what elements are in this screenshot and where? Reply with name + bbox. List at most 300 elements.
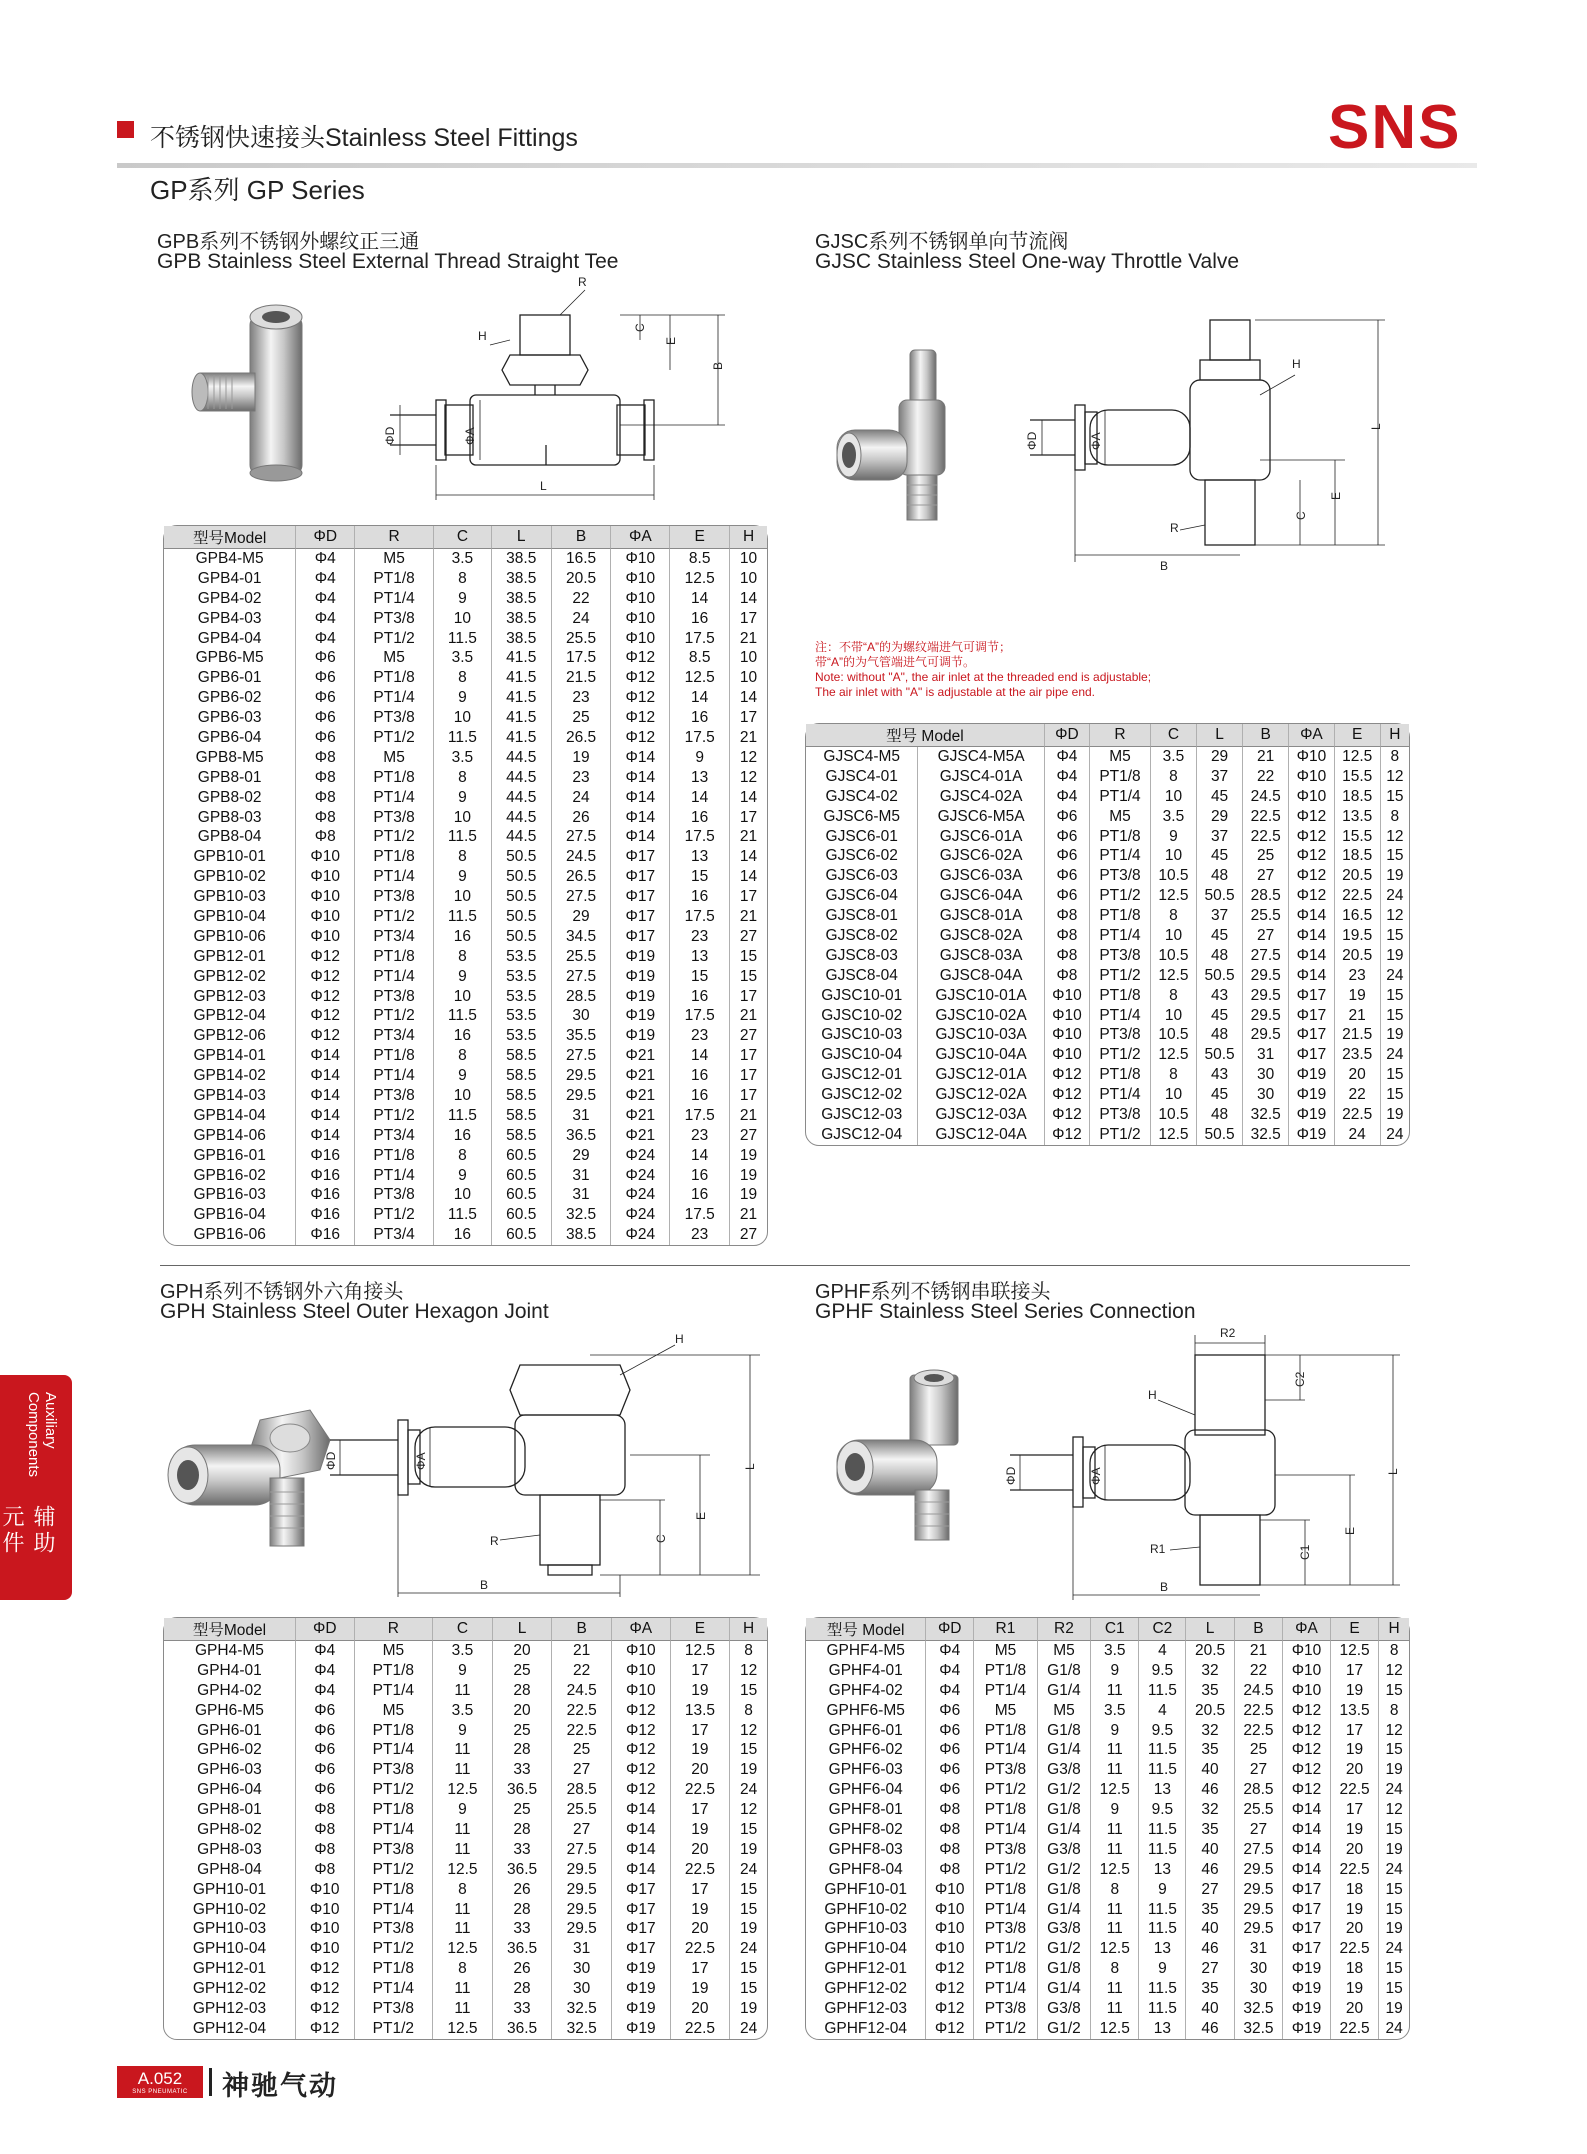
- table-cell: 38.5: [491, 609, 551, 629]
- dim-b: B: [711, 361, 725, 370]
- table-cell: GPB14-02: [193, 1067, 266, 1085]
- dim-a: ΦA: [463, 427, 477, 445]
- table-cell: 8: [729, 1641, 767, 1661]
- table-cell: PT1/4: [973, 1740, 1037, 1760]
- table-cell: Φ12: [611, 1780, 670, 1800]
- table-cell: 8.5: [669, 648, 729, 668]
- table-cell: 41.5: [491, 688, 551, 708]
- table-cell: 9: [432, 1800, 492, 1820]
- table-cell: 19: [1380, 866, 1409, 886]
- table-cell: Φ10: [610, 629, 669, 649]
- table-cell: Φ12: [925, 1979, 973, 1999]
- table-cell: GJSC12-02A: [917, 1085, 1043, 1105]
- table-row: [164, 549, 767, 569]
- table-cell: Φ10: [925, 1919, 973, 1939]
- table-row: [164, 867, 767, 887]
- table-cell: 17: [729, 987, 767, 1007]
- table-cell: 22: [1234, 1661, 1282, 1681]
- table-cell: 11.5: [433, 728, 491, 748]
- table-cell: 11.5: [1138, 1900, 1185, 1920]
- table-cell: 8: [433, 1046, 491, 1066]
- table-cell: Φ4: [925, 1641, 973, 1661]
- table-cell: 9: [1138, 1880, 1185, 1900]
- gjsc-dim-r: R: [1170, 521, 1179, 535]
- table-row: [806, 966, 1409, 986]
- table-cell: 12: [1380, 906, 1409, 926]
- table-cell: 19: [670, 1820, 730, 1840]
- table-cell: PT1/4: [1089, 846, 1150, 866]
- table-row: [164, 1641, 767, 1661]
- table-cell: Φ17: [1288, 986, 1333, 1006]
- column-header: ΦD: [295, 1618, 354, 1641]
- table-row: [806, 1641, 1409, 1661]
- table-cell: M5: [354, 549, 433, 569]
- table-cell: GPB8-M5: [195, 748, 264, 766]
- table-cell: Φ12: [925, 1999, 973, 2019]
- table-cell: 14: [729, 688, 767, 708]
- table-cell: 25: [551, 708, 611, 728]
- table-cell: 30: [1242, 1065, 1288, 1085]
- table-cell: 33: [492, 1919, 552, 1939]
- table-cell: 15: [729, 1681, 767, 1701]
- brand-logo: SNS: [1328, 93, 1462, 162]
- table-cell: Φ12: [1282, 1780, 1330, 1800]
- table-row: [164, 629, 767, 649]
- table-cell: Φ4: [1044, 787, 1089, 807]
- table-cell: 9: [433, 688, 491, 708]
- table-cell: 20.5: [1185, 1701, 1233, 1721]
- table-cell: PT1/8: [1089, 767, 1150, 787]
- table-cell: Φ24: [610, 1205, 669, 1225]
- table-cell: 11.5: [433, 1106, 491, 1126]
- table-cell: 14: [669, 1046, 729, 1066]
- table-cell: Φ12: [1282, 1701, 1330, 1721]
- column-header: H: [1378, 1618, 1409, 1641]
- table-cell: Φ6: [295, 668, 354, 688]
- table-cell: 19: [551, 748, 611, 768]
- table-cell: 25: [551, 1740, 611, 1760]
- table-cell: 19: [729, 1919, 767, 1939]
- dim-h: H: [478, 329, 487, 343]
- table-cell: Φ8: [925, 1800, 973, 1820]
- table-cell: M5: [354, 748, 433, 768]
- table-cell: PT1/2: [354, 1780, 433, 1800]
- table-cell: PT3/4: [354, 1225, 433, 1245]
- table-row: [806, 2019, 1409, 2039]
- table-cell: Φ10: [295, 1919, 354, 1939]
- table-cell: PT1/4: [354, 867, 433, 887]
- column-header: L: [1185, 1618, 1233, 1641]
- table-cell: 26.5: [551, 867, 611, 887]
- table-cell: 12: [729, 1661, 767, 1681]
- table-cell: 20.5: [551, 569, 611, 589]
- table-cell: Φ14: [1288, 926, 1333, 946]
- table-cell: Φ12: [1282, 1740, 1330, 1760]
- table-cell: PT1/8: [1089, 906, 1150, 926]
- table-cell: 21: [1234, 1641, 1282, 1661]
- gpb-dimension-drawing: [370, 270, 730, 510]
- table-cell: PT1/2: [354, 827, 433, 847]
- table-cell: G1/2: [1037, 1939, 1090, 1959]
- table-cell: Φ14: [1282, 1860, 1330, 1880]
- gph-dim-e: E: [694, 1511, 708, 1520]
- table-cell: Φ6: [925, 1760, 973, 1780]
- table-cell: 60.5: [491, 1225, 551, 1245]
- table-row: [806, 1125, 1409, 1145]
- table-cell: Φ12: [295, 1979, 354, 1999]
- table-cell: 12: [729, 1721, 767, 1741]
- side-label-cn: 辅助元件: [0, 1504, 56, 1557]
- table-cell: 27.5: [1234, 1840, 1282, 1860]
- table-cell: PT1/2: [354, 1106, 433, 1126]
- table-cell: 22: [551, 1661, 611, 1681]
- table-row: [806, 1045, 1409, 1065]
- table-row: [806, 1999, 1409, 2019]
- table-cell: Φ12: [295, 1959, 354, 1979]
- table-cell: PT1/2: [973, 1939, 1037, 1959]
- table-cell: PT3/8: [354, 609, 433, 629]
- table-cell: 24: [1380, 1045, 1409, 1065]
- table-cell: PT1/8: [354, 1721, 433, 1741]
- table-cell: PT3/8: [1089, 946, 1150, 966]
- table-cell: 26: [492, 1959, 552, 1979]
- column-header: E: [669, 526, 729, 549]
- table-cell: 22.5: [1330, 1860, 1378, 1880]
- table-row: [806, 807, 1409, 827]
- table-cell: Φ12: [295, 987, 354, 1007]
- table-cell: 15.5: [1334, 767, 1380, 787]
- table-cell: 21: [729, 1106, 767, 1126]
- table-cell: GPB14-03: [193, 1086, 266, 1104]
- table-cell: GPB8-03: [197, 808, 262, 826]
- table-cell: 9: [433, 867, 491, 887]
- table-cell: 13: [669, 847, 729, 867]
- table-row: [164, 668, 767, 688]
- table-cell: 32: [1185, 1721, 1233, 1741]
- table-row: [164, 1900, 767, 1920]
- table-row: [806, 986, 1409, 1006]
- table-cell: Φ17: [1288, 1045, 1333, 1065]
- table-cell: Φ14: [610, 827, 669, 847]
- gphf-dim-l: L: [1386, 1468, 1400, 1475]
- table-cell: 15: [1378, 1820, 1409, 1840]
- table-row: [164, 1840, 767, 1860]
- table-cell: PT3/4: [354, 927, 433, 947]
- column-header: ΦA: [1282, 1618, 1330, 1641]
- table-cell: GPB10-02: [193, 868, 266, 886]
- table-cell: 32.5: [551, 1205, 611, 1225]
- table-cell: GJSC4-M5A: [917, 747, 1043, 767]
- gjsc-spec-table: [805, 723, 1410, 1146]
- table-cell: 15: [729, 947, 767, 967]
- table-cell: 32.5: [1242, 1105, 1288, 1125]
- table-cell: GPHF12-01: [824, 1960, 908, 1978]
- table-cell: M5: [354, 648, 433, 668]
- table-cell: Φ4: [295, 549, 354, 569]
- table-cell: 29.5: [1234, 1900, 1282, 1920]
- table-cell: 13: [1138, 1860, 1185, 1880]
- table-cell: 15: [729, 1900, 767, 1920]
- table-cell: 8: [1378, 1701, 1409, 1721]
- table-cell: 28.5: [551, 987, 611, 1007]
- table-cell: 58.5: [491, 1046, 551, 1066]
- table-cell: Φ19: [611, 1979, 670, 1999]
- table-cell: 13: [669, 947, 729, 967]
- table-header-row: [806, 724, 1409, 747]
- table-cell: 11: [1090, 1740, 1138, 1760]
- table-cell: 60.5: [491, 1146, 551, 1166]
- table-row: [806, 1661, 1409, 1681]
- table-cell: 50.5: [491, 887, 551, 907]
- table-row: [806, 926, 1409, 946]
- table-cell: 16: [433, 1225, 491, 1245]
- table-cell: 19: [729, 1146, 767, 1166]
- table-cell: 50.5: [1196, 1125, 1242, 1145]
- table-row: [164, 1661, 767, 1681]
- table-cell: Φ6: [925, 1780, 973, 1800]
- table-row: [164, 569, 767, 589]
- table-row: [164, 907, 767, 927]
- gph-product-image: [160, 1400, 330, 1550]
- table-cell: Φ10: [295, 927, 354, 947]
- table-cell: 22.5: [1234, 1701, 1282, 1721]
- table-cell: Φ6: [295, 1760, 354, 1780]
- table-cell: Φ17: [610, 847, 669, 867]
- table-cell: Φ4: [295, 629, 354, 649]
- table-cell: 24: [551, 609, 611, 629]
- table-cell: 22.5: [670, 2019, 730, 2039]
- table-cell: GJSC12-04: [821, 1125, 903, 1143]
- table-cell: 11: [432, 1900, 492, 1920]
- table-row: [164, 1205, 767, 1225]
- table-cell: 10: [433, 609, 491, 629]
- table-cell: Φ6: [1044, 827, 1089, 847]
- table-cell: PT1/4: [354, 788, 433, 808]
- table-cell: Φ4: [295, 609, 354, 629]
- table-cell: PT1/8: [354, 947, 433, 967]
- table-cell: 11: [1090, 1820, 1138, 1840]
- table-cell: Φ6: [295, 688, 354, 708]
- footer-brand: 神驰气动: [222, 2071, 338, 2101]
- table-cell: 27: [729, 927, 767, 947]
- table-cell: GPB8-01: [197, 768, 262, 786]
- table-cell: 21: [729, 907, 767, 927]
- table-cell: Φ21: [610, 1066, 669, 1086]
- table-cell: Φ12: [295, 1006, 354, 1026]
- table-cell: GJSC10-04A: [917, 1045, 1043, 1065]
- table-cell: GPHF4-01: [828, 1661, 903, 1679]
- table-cell: 20.5: [1334, 946, 1380, 966]
- table-cell: 19: [1330, 1820, 1378, 1840]
- table-cell: G1/2: [1037, 2019, 1090, 2039]
- table-cell: 22.5: [670, 1780, 730, 1800]
- table-cell: Φ12: [295, 967, 354, 987]
- table-cell: Φ19: [610, 987, 669, 1007]
- table-cell: 23: [551, 768, 611, 788]
- table-cell: PT1/4: [973, 1681, 1037, 1701]
- table-cell: 29.5: [1242, 966, 1288, 986]
- table-cell: 19: [1330, 1740, 1378, 1760]
- table-cell: 19: [729, 1840, 767, 1860]
- table-cell: 15: [1380, 846, 1409, 866]
- table-cell: 8: [1090, 1959, 1138, 1979]
- table-header-row: [164, 526, 767, 549]
- table-cell: GPHF8-02: [828, 1820, 903, 1838]
- table-cell: 30: [1242, 1085, 1288, 1105]
- table-cell: 34.5: [551, 927, 611, 947]
- table-cell: 9: [433, 1166, 491, 1186]
- table-cell: GJSC8-01A: [917, 906, 1043, 926]
- table-cell: PT3/8: [1089, 866, 1150, 886]
- table-cell: 12: [1380, 827, 1409, 847]
- gph-dim-b: B: [480, 1578, 489, 1592]
- table-cell: G3/8: [1037, 1999, 1090, 2019]
- table-cell: 40: [1185, 1760, 1233, 1780]
- table-cell: 21.5: [551, 668, 611, 688]
- table-cell: GPB4-04: [197, 629, 262, 647]
- section-divider: [160, 1265, 1410, 1266]
- page-number: A.052: [137, 2069, 183, 2088]
- dim-e: E: [664, 336, 678, 345]
- table-cell: PT3/8: [1089, 1025, 1150, 1045]
- column-header: C2: [1138, 1618, 1185, 1641]
- table-cell: 8: [433, 668, 491, 688]
- table-row: [806, 1979, 1409, 1999]
- table-cell: 20.5: [1185, 1641, 1233, 1661]
- table-cell: PT1/4: [354, 1066, 433, 1086]
- table-cell: 17: [729, 1086, 767, 1106]
- table-cell: 12.5: [1330, 1641, 1378, 1661]
- table-cell: GPH4-M5: [195, 1641, 264, 1659]
- table-cell: 15: [1378, 1900, 1409, 1920]
- table-cell: 29: [551, 1146, 611, 1166]
- table-row: [164, 1999, 767, 2019]
- table-cell: 27.5: [551, 1046, 611, 1066]
- table-cell: 10: [433, 1086, 491, 1106]
- table-cell: 9: [432, 1661, 492, 1681]
- table-cell: 23: [669, 1026, 729, 1046]
- table-cell: GPH12-03: [192, 1999, 267, 2017]
- table-cell: PT3/8: [973, 1919, 1037, 1939]
- table-cell: 37: [1196, 906, 1242, 926]
- table-cell: Φ6: [925, 1740, 973, 1760]
- gjsc-dim-c: C: [1294, 511, 1308, 520]
- table-cell: 16: [669, 1166, 729, 1186]
- table-cell: Φ17: [1288, 1025, 1333, 1045]
- table-cell: 30: [1234, 1979, 1282, 1999]
- table-cell: 10: [1150, 1006, 1196, 1026]
- table-cell: Φ24: [610, 1146, 669, 1166]
- column-header: R: [354, 526, 433, 549]
- table-row: [164, 1880, 767, 1900]
- table-cell: 25.5: [551, 629, 611, 649]
- table-cell: 15: [729, 1740, 767, 1760]
- table-cell: Φ14: [295, 1046, 354, 1066]
- table-cell: 14: [669, 688, 729, 708]
- table-cell: GJSC6-01A: [917, 827, 1043, 847]
- table-row: [806, 1065, 1409, 1085]
- table-cell: 13: [1138, 2019, 1185, 2039]
- table-cell: Φ19: [610, 947, 669, 967]
- column-header: B: [1242, 724, 1288, 747]
- table-cell: Φ6: [925, 1701, 973, 1721]
- table-cell: 12.5: [432, 1860, 492, 1880]
- table-cell: GPB8-02: [197, 788, 262, 806]
- table-cell: PT1/2: [354, 1939, 433, 1959]
- table-cell: PT1/4: [354, 1681, 433, 1701]
- table-cell: G1/2: [1037, 1860, 1090, 1880]
- gjsc-note: [815, 640, 1151, 700]
- table-cell: PT1/8: [354, 847, 433, 867]
- table-cell: GPH6-01: [197, 1721, 262, 1739]
- table-cell: 19: [1378, 1919, 1409, 1939]
- table-cell: Φ4: [295, 1641, 354, 1661]
- table-cell: Φ21: [610, 1086, 669, 1106]
- table-cell: PT1/8: [354, 1800, 433, 1820]
- table-cell: 19: [729, 1760, 767, 1780]
- table-cell: 20: [1334, 1065, 1380, 1085]
- table-cell: 17: [670, 1880, 730, 1900]
- table-row: [806, 1721, 1409, 1741]
- table-cell: Φ17: [610, 927, 669, 947]
- table-cell: 22.5: [1334, 1105, 1380, 1125]
- table-cell: GPHF4-02: [828, 1681, 903, 1699]
- table-cell: 8: [1150, 1065, 1196, 1085]
- gpb-spec-table: [163, 525, 768, 1246]
- table-cell: Φ12: [1288, 886, 1333, 906]
- gphf-dim-d: ΦD: [1004, 1466, 1018, 1485]
- table-cell: 10.5: [1150, 1105, 1196, 1125]
- table-cell: 53.5: [491, 947, 551, 967]
- table-cell: GPB12-04: [193, 1007, 266, 1025]
- table-cell: Φ10: [611, 1641, 670, 1661]
- table-row: [164, 1026, 767, 1046]
- table-cell: Φ12: [295, 1999, 354, 2019]
- table-cell: 15: [1378, 1740, 1409, 1760]
- table-cell: GPHF10-01: [824, 1880, 908, 1898]
- table-cell: Φ19: [1288, 1085, 1333, 1105]
- table-row: [806, 747, 1409, 767]
- table-row: [806, 1105, 1409, 1125]
- table-cell: 24: [1378, 2019, 1409, 2039]
- table-cell: Φ4: [925, 1681, 973, 1701]
- table-cell: 24: [729, 1860, 767, 1880]
- table-cell: 11.5: [1138, 1919, 1185, 1939]
- table-cell: Φ6: [295, 1780, 354, 1800]
- column-header: 型号Model: [164, 526, 295, 549]
- table-cell: 32.5: [1234, 1999, 1282, 2019]
- table-cell: Φ19: [1282, 2019, 1330, 2039]
- table-cell: 15: [1380, 1065, 1409, 1085]
- table-cell: 10: [729, 569, 767, 589]
- table-cell: 11: [1090, 1999, 1138, 2019]
- table-header-row: [806, 1618, 1409, 1641]
- table-cell: GJSC8-02: [825, 926, 898, 944]
- table-cell: 18: [1330, 1959, 1378, 1979]
- table-cell: 11: [1090, 1919, 1138, 1939]
- table-cell: 10: [1150, 846, 1196, 866]
- table-cell: Φ10: [610, 589, 669, 609]
- table-cell: 19: [1378, 1760, 1409, 1780]
- table-cell: GJSC4-02: [825, 787, 898, 805]
- table-cell: 9: [433, 788, 491, 808]
- table-cell: 24: [729, 1780, 767, 1800]
- table-cell: Φ12: [611, 1760, 670, 1780]
- table-cell: 8: [1150, 906, 1196, 926]
- table-cell: 27.5: [551, 887, 611, 907]
- column-header: R1: [973, 1618, 1037, 1641]
- table-cell: 29.5: [1234, 1919, 1282, 1939]
